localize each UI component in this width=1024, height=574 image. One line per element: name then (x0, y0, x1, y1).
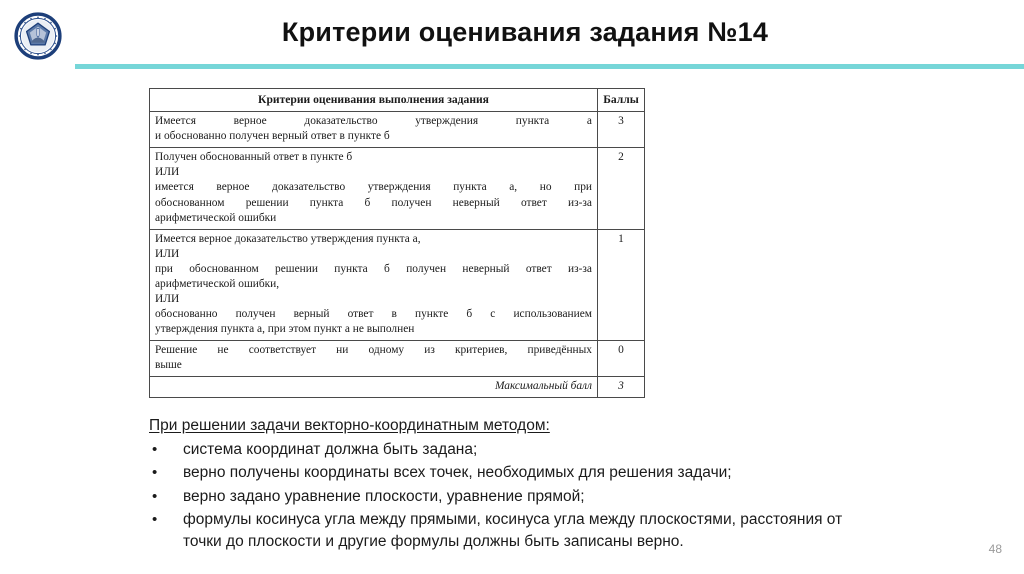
score-cell: 3 (598, 112, 645, 148)
criteria-cell (150, 340, 598, 376)
table-row (150, 340, 645, 376)
notes-list (149, 439, 879, 554)
column-header-score: Баллы (598, 89, 645, 112)
list-item (149, 462, 879, 484)
criteria-line: Имеется верное доказательство утверждения пункта а (155, 115, 592, 128)
criteria-line: выше (155, 359, 182, 371)
criteria-line: ИЛИ (155, 247, 180, 260)
criteria-line: имеется верное доказательство утверждения пункта а, но при (155, 181, 592, 194)
page-title: Критерии оценивания задания №14 (281, 17, 769, 47)
criteria-line: обоснованном решении пункта б получен неверный ответ из-за (155, 196, 592, 209)
bullet-icon: • (152, 487, 158, 505)
criteria-line: ИЛИ (155, 166, 180, 179)
list-item-label: верно задано уравнение плоскости, уравнение прямой; (183, 487, 585, 505)
table-row (150, 229, 645, 340)
maximum-score-label: Максимальный балл (150, 377, 598, 398)
score-cell: 2 (598, 148, 645, 229)
criteria-line: арифметической ошибки, (155, 277, 280, 290)
maximum-score-value: 3 (598, 377, 645, 398)
list-item (149, 509, 879, 554)
bullet-icon: • (152, 510, 158, 528)
bullet-icon: • (152, 441, 158, 458)
criteria-table-container (149, 88, 644, 398)
table-row-maximum (150, 377, 645, 398)
list-item-label: система координат должна быть задана; (183, 441, 478, 458)
criteria-line: при обоснованном решении пункта б получен неверный ответ из-за (155, 262, 592, 275)
notes-heading: При решении задачи векторно-координатным методом: (149, 417, 550, 434)
table-row (150, 112, 645, 148)
criteria-line: арифметической ошибки (155, 211, 277, 224)
criteria-line: Получен обоснованный ответ в пункте б (155, 151, 353, 164)
criteria-line: Решение не соответствует ни одному из критериев, приведённых (155, 343, 592, 356)
table-header-row (150, 89, 645, 112)
score-cell: 0 (598, 340, 645, 376)
notes-section (149, 415, 879, 555)
university-seal-icon (14, 12, 62, 60)
score-cell: 1 (598, 229, 645, 340)
criteria-cell (150, 229, 598, 340)
bullet-icon: • (152, 464, 158, 482)
criteria-line: утверждения пункта а, при этом пункт а не выполнен (155, 322, 415, 335)
list-item-label: верно получены координаты всех точек, необходимых для решения задачи; (183, 464, 732, 482)
list-item (149, 439, 879, 461)
criteria-line: Имеется верное доказательство утверждения пункта а, (155, 232, 421, 245)
criteria-cell (150, 148, 598, 229)
header-divider (75, 64, 1024, 69)
slide-number: 48 (988, 542, 1002, 556)
criteria-line: обоснованно получен верный ответ в пункте б с использованием (155, 307, 592, 320)
slide-header (0, 0, 1024, 70)
list-item-label: формулы косинуса угла между прямыми, косинуса угла между плоскостями, расстояния от точки до плоскости и другие формулы должны быть записаны верно. (183, 510, 843, 551)
criteria-line: и обоснованно получен верный ответ в пункте б (155, 130, 390, 143)
criteria-cell (150, 112, 598, 148)
criteria-table (149, 88, 645, 398)
column-header-criteria: Критерии оценивания выполнения задания (150, 89, 598, 112)
list-item (149, 486, 879, 508)
criteria-line: ИЛИ (155, 292, 180, 305)
table-row (150, 148, 645, 229)
